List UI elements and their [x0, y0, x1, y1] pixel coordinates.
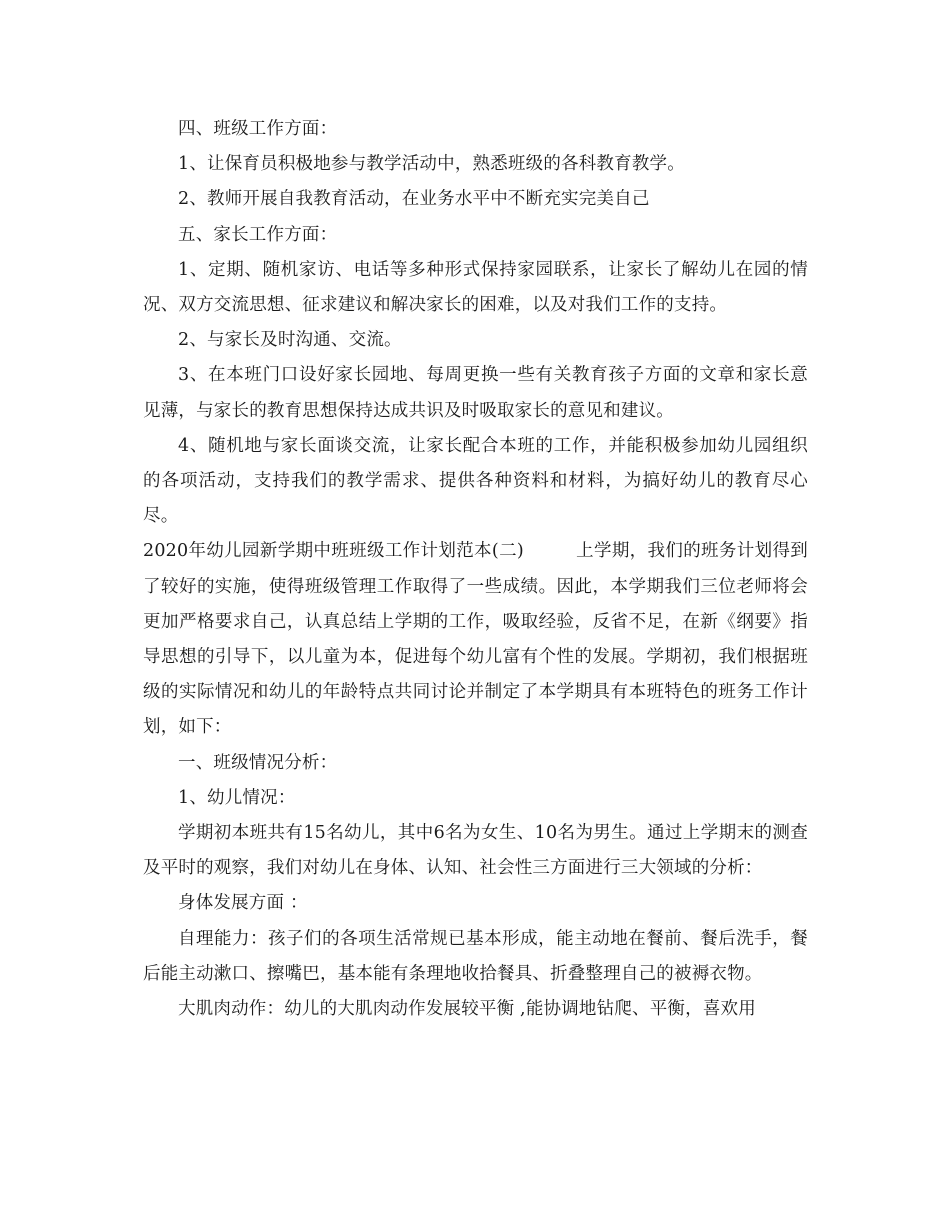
plan-intro-text: 上学期，我们的班务计划得到了较好的实施，使得班级管理工作取得了一些成绩。因此，本学期我们三位老师将会更加严格要求自己，认真总结上学期的工作，吸取经验，反省不足，在新《纲要》指导思想的引导下，以儿童为本，促进每个幼儿富有个性的发展。学期初，我们根据班级的实际情况和幼儿的年龄特点共同讨论并制定了本学期具有本班特色的班务工作计划，如下：	[143, 541, 808, 738]
paragraph-plan-title	[143, 534, 808, 745]
paragraph-section-four-heading: 四、班级工作方面：	[178, 119, 338, 139]
paragraph-gross-motor: 大肌肉动作：幼儿的大肌肉动作发展较平衡 ,能协调地钻爬、平衡，喜欢用	[178, 999, 756, 1020]
paragraph-parent-work-2: 2、与家长及时沟通、交流。	[178, 330, 402, 351]
plan-title: 2020年幼儿园新学期中班班级工作计划范本(二)	[143, 541, 524, 562]
paragraph-class-work-2: 2、教师开展自我教育活动，在业务水平中不断充实完美自己	[178, 189, 650, 210]
paragraph-section-five-heading: 五、家长工作方面：	[178, 224, 338, 245]
document-body	[143, 112, 808, 1027]
paragraph-parent-work-3: 3、在本班门口设好家长园地、每周更换一些有关教育孩子方面的文章和家长意见薄，与家长的教育思想保持达成共识及时吸取家长的意见和建议。	[143, 365, 808, 421]
paragraph-parent-work-4: 4、随机地与家长面谈交流，让家长配合本班的工作，并能积极参加幼儿园组织的各项活动，支持我们的教学需求、提供各种资料和材料，为搞好幼儿的教育尽心尽。	[143, 435, 808, 527]
paragraph-self-care: 自理能力：孩子们的各项生活常规已基本形成，能主动地在餐前、餐后洗手，餐后能主动漱口、擦嘴巴，基本能有条理地收拾餐具、折叠整理自己的被褥衣物。	[143, 928, 808, 984]
paragraph-parent-work-1: 1、定期、随机家访、电话等多种形式保持家园联系，让家长了解幼儿在园的情况、双方交流思想、征求建议和解决家长的困难，以及对我们工作的支持。	[143, 259, 808, 316]
paragraph-class-analysis-heading: 一、班级情况分析：	[178, 752, 338, 773]
paragraph-physical-heading: 身体发展方面 ：	[178, 893, 308, 914]
paragraph-children-count: 学期初本班共有15名幼儿，其中6名为女生、10名为男生。通过上学期末的测查及平时的观察，我们对幼儿在身体、认知、社会性三方面进行三大领域的分析：	[143, 823, 808, 879]
paragraph-class-work-1: 1、让保育员积极地参与教学活动中，熟悉班级的各科教育教学。	[178, 154, 685, 175]
paragraph-children-situation-heading: 1、幼儿情况：	[178, 787, 296, 808]
